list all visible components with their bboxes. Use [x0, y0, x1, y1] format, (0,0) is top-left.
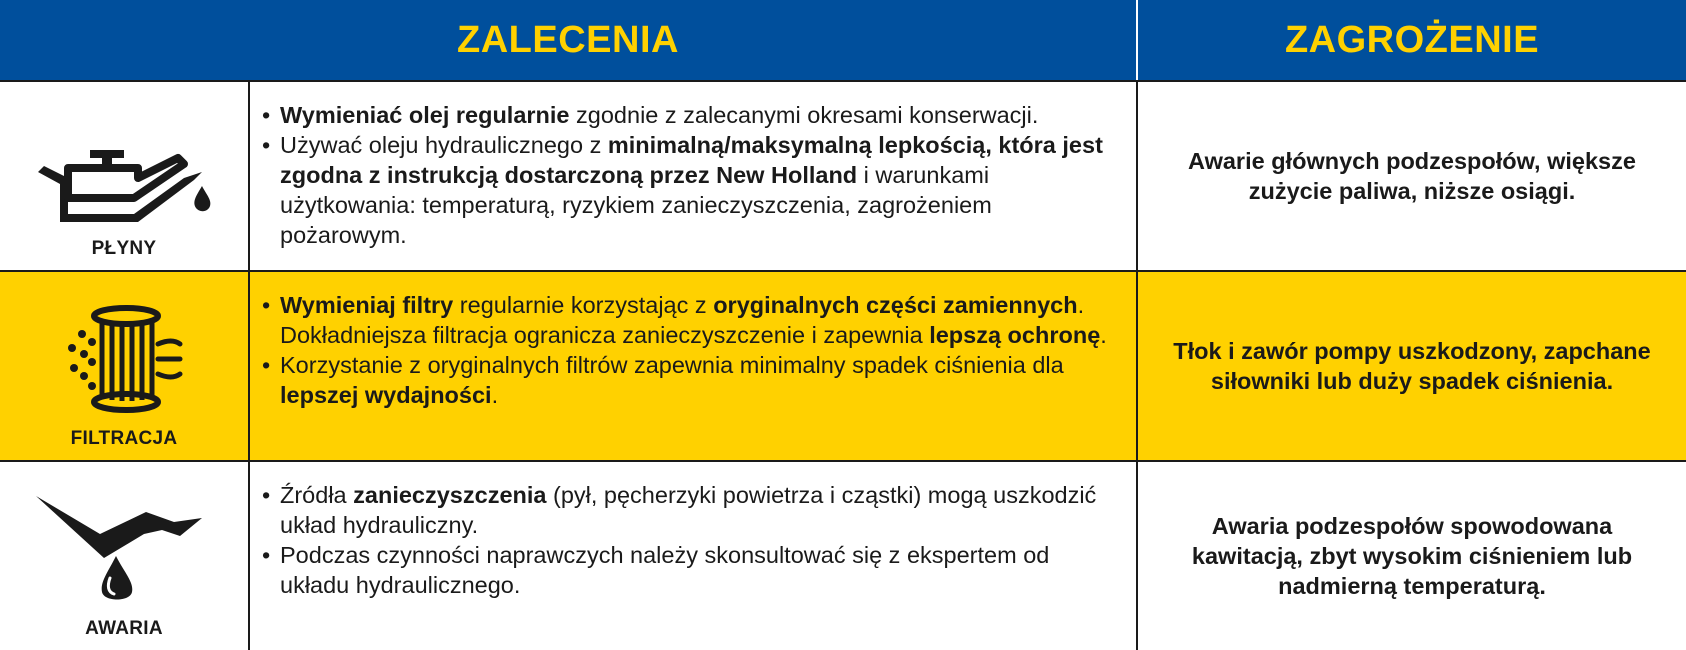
row-fluids-icon-cell	[0, 80, 248, 270]
bold-text: lepszej wydajności	[280, 382, 492, 408]
row-label: FILTRACJA	[70, 428, 178, 449]
text: regularnie korzystając z	[453, 292, 714, 318]
text: zgodnie z zalecanymi okresami konserwacji.	[569, 102, 1039, 128]
row-label: PŁYNY	[91, 238, 157, 259]
filter-icon	[64, 304, 184, 414]
text: Źródła	[280, 482, 354, 508]
bold-text: oryginalnych części zamiennych	[713, 292, 1078, 318]
text: Podczas czynności naprawczych należy skonsultować się z ekspertem od układu hydraulicznego.	[280, 542, 1050, 598]
text: .	[491, 382, 499, 408]
text: Używać oleju hydraulicznego z	[280, 132, 608, 158]
row-failure-risk: Awaria podzespołów spowodowana kawitacją, zbyt wysokim ciśnieniem lub nadmierną temperaturą.	[1136, 460, 1686, 650]
row-fluids-recommendations	[248, 80, 1136, 270]
bullet-list	[262, 290, 1116, 410]
text: i warunkami użytkowania: temperaturą, ryzykiem zanieczyszczenia, zagrożeniem pożarowym.	[280, 162, 992, 248]
bold-text: lepszą ochronę	[929, 322, 1101, 348]
row-filtration-icon-cell	[0, 270, 248, 460]
bold-text: Wymieniać olej regularnie	[280, 102, 570, 128]
oil-can-icon	[34, 144, 214, 224]
bullet-list	[262, 100, 1116, 250]
text: (pył, pęcherzyki powietrza i cząstki) mogą uszkodzić	[546, 482, 1097, 508]
row-failure-icon-cell	[0, 460, 248, 650]
row-label: AWARIA	[85, 618, 163, 639]
row-fluids-risk: Awarie głównych podzespołów, większe zużycie paliwa, niższe osiągi.	[1136, 80, 1686, 270]
bold-text: Wymieniaj filtry	[280, 292, 454, 318]
row-filtration-risk: Tłok i zawór pompy uszkodzony, zapchane siłowniki lub duży spadek ciśnienia.	[1136, 270, 1686, 460]
text: .	[1100, 322, 1107, 348]
header-recommendations: ZALECENIA	[0, 0, 1136, 80]
bullet-list	[262, 480, 1116, 600]
text: . Dokładniejsza filtracja ogranicza zanieczyszczenie i zapewnia	[280, 292, 1085, 348]
bold-text: zanieczyszczenia	[353, 482, 547, 508]
broken-pipe-drop-icon	[34, 494, 214, 604]
bullet-item	[262, 130, 1116, 250]
text: Korzystanie z oryginalnych filtrów zapewnia minimalny spadek ciśnienia dla	[280, 352, 1064, 378]
row-filtration-recommendations	[248, 270, 1136, 460]
bullet-item	[262, 100, 1116, 130]
bullet-item	[262, 540, 1116, 600]
bold-text: minimalną/maksymalną lepkością, która jest zgodna z instrukcją dostarczoną przez New Holland	[280, 132, 1103, 188]
bullet-item	[262, 480, 1116, 540]
bullet-item	[262, 350, 1116, 410]
row-failure-recommendations	[248, 460, 1136, 650]
bullet-item	[262, 290, 1116, 350]
text: układ hydrauliczny.	[280, 512, 479, 538]
header-risk: ZAGROŻENIE	[1136, 0, 1686, 80]
